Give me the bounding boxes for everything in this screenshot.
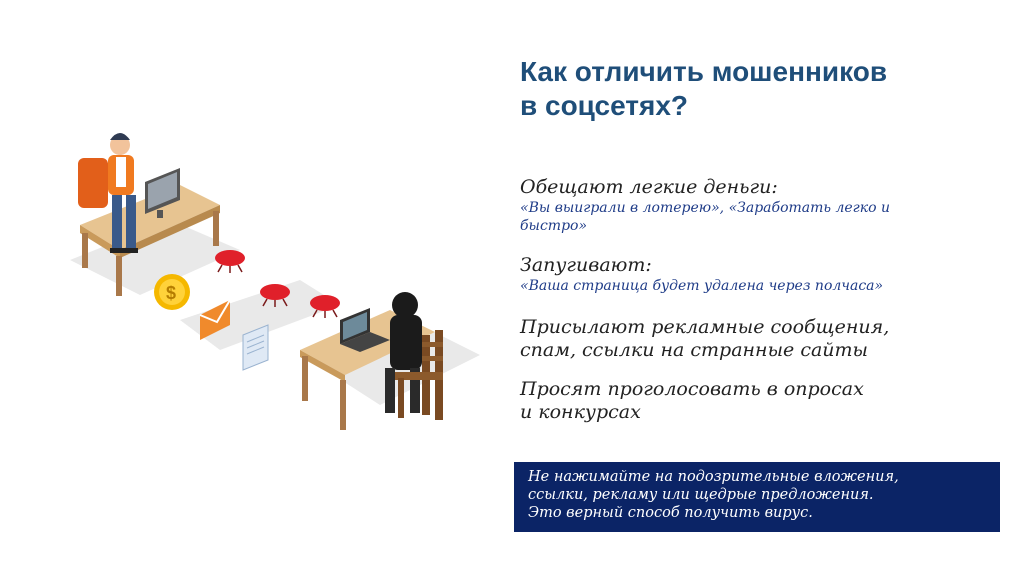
point-heading: Запугивают: [520, 254, 652, 276]
slide-title [520, 55, 1000, 123]
point-quote: «Вы выиграли в лотерею», «Заработать легко и [520, 200, 890, 216]
point-heading: и конкурсах [520, 401, 641, 423]
warning-line: ссылки, рекламу или щедрые предложения. [528, 487, 874, 503]
coin-icon [154, 274, 190, 310]
point-intimidation [520, 254, 980, 295]
warning-box [514, 462, 1000, 532]
warning-line: Не нажимайте на подозрительные вложения, [528, 469, 899, 485]
title-line-1: Как отличить мошенников [520, 56, 888, 87]
point-quote: «Ваша страница будет удалена через полчаса» [520, 278, 884, 294]
point-spam [520, 316, 980, 362]
point-quote: быстро» [520, 218, 588, 234]
point-voting [520, 378, 980, 424]
warning-line: Это верный способ получить вирус. [528, 505, 813, 521]
fraud-illustration [50, 110, 520, 440]
point-heading: спам, ссылки на странные сайты [520, 339, 869, 361]
svg-text:$: $ [166, 283, 177, 303]
title-line-2: в соцсетях? [520, 90, 689, 121]
point-heading: Обещают легкие деньги: [520, 176, 778, 198]
hacker-at-laptop-icon [300, 292, 443, 430]
point-heading: Присылают рекламные сообщения, [520, 316, 890, 338]
point-easy-money [520, 176, 980, 235]
point-heading: Просят проголосовать в опросах [520, 378, 864, 400]
